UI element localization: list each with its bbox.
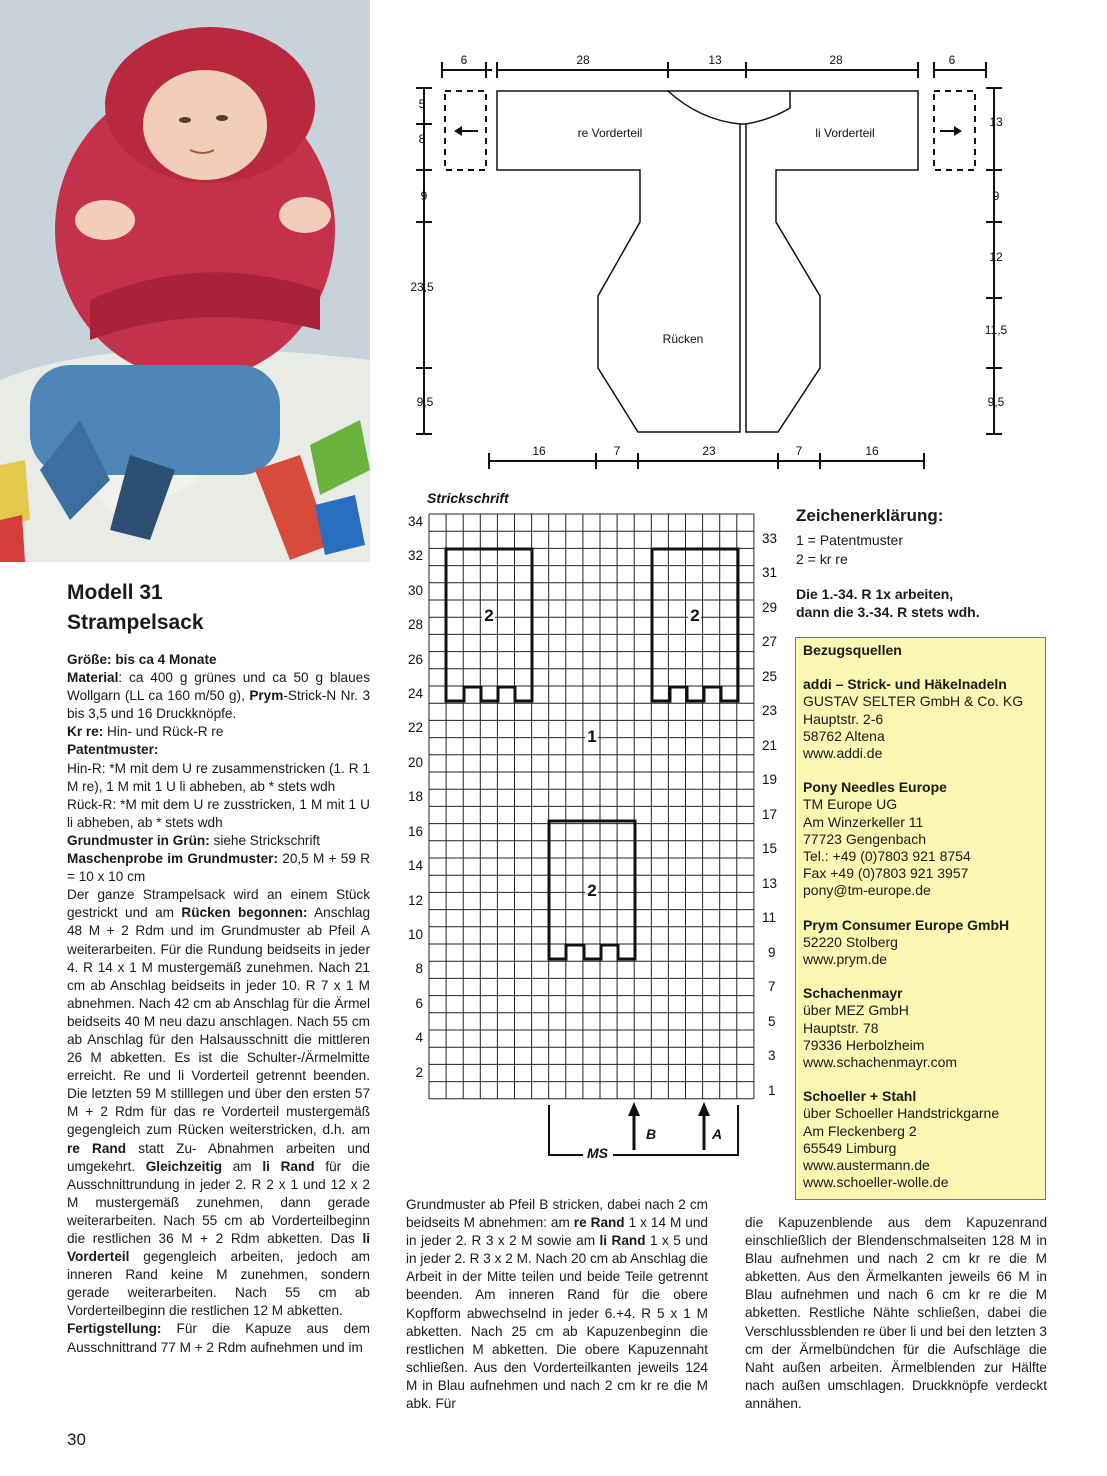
instructions-column-1 [67,651,370,1357]
svg-text:5: 5 [768,1014,776,1029]
legend-note: Die 1.-34. R 1x arbeiten, dann die 3.-34. R stets wdh. [796,586,980,620]
grund-label: Grundmuster in Grün: [67,832,210,848]
svg-text:23: 23 [762,703,778,718]
svg-text:7: 7 [768,979,776,994]
svg-text:13: 13 [762,876,778,891]
chart-symbol-2-a: 2 [484,606,494,625]
source-schoeller: Schoeller + Stahl über Schoeller Handstrickgarne Am Fleckenberg 2 65549 Limburg www.austermann.de www.schoeller-wolle.de [803,1088,1000,1191]
left-dim-5: 9,5 [416,395,434,409]
bottom-dim-3: 23 [702,444,716,458]
svg-text:16: 16 [407,824,423,839]
knitting-chart [400,485,790,1160]
svg-text:12: 12 [407,893,423,908]
instructions-column-2: Grundmuster ab Pfeil B stricken, dabei nach 2 cm beidseits M abnehmen: am re Rand 1 x 14 M und in jeder 2. R 3 x 2 M sowie am li Rand 1 x 5 und in jeder 2. R 3 x 2 M. Nach 20 cm ab Anschlag die Arbeit in der Mitte teilen und beide Teile getrennt beenden. Am inneren Rand für die obere Kopfform abwechselnd in jeder 6.+4. R 5 x 1 M abketten. Nach 25 cm ab Kapuzenbeginn die restlichen M abketten. Die obere Kapuzennaht schließen. Aus den Vorderteilkanten jeweils 124 M in Blau aufnehmen und nach 2 cm kr re die M abk. Für [406,1197,708,1412]
legend-list [796,531,903,569]
svg-text:24: 24 [407,686,423,701]
top-dim-5: 6 [948,53,956,67]
label-back: Rücken [662,332,704,346]
top-dim-2: 28 [576,53,590,67]
material-label: Material [67,670,119,686]
right-dim-5: 9,5 [987,395,1005,409]
label-right-front: re Vorderteil [577,126,643,140]
svg-text:17: 17 [762,807,778,822]
svg-text:22: 22 [407,720,423,735]
right-dim-4: 11,5 [984,323,1008,337]
row-numbers-right [762,531,777,1098]
svg-text:14: 14 [407,858,423,873]
left-dim-1: 5 [418,97,426,111]
sources-title: Bezugsquellen [803,642,902,658]
bottom-dim-4: 7 [795,444,803,458]
bottom-dim-5: 16 [865,444,879,458]
patent-label: Patentmuster: [67,742,159,758]
krre-label: Kr re: [67,724,104,740]
chart-grid [429,514,754,1099]
svg-text:20: 20 [407,755,423,770]
source-addi: addi – Strick- und Häkelnadeln GUSTAV SELTER GmbH & Co. KG Hauptstr. 2-6 58762 Altena www.addi.de [803,676,1024,762]
row-numbers-left [408,514,424,1080]
legend-item-1: 1 = Patentmuster [796,532,904,548]
material-text-2: -Strick-N Nr. 3 bis 3,5 und 16 Druckknöpfe. [67,688,371,722]
svg-text:34: 34 [407,514,423,529]
top-dim-1: 6 [460,53,468,67]
maschen-label: Maschenprobe im Grundmuster: [67,851,278,867]
svg-text:30: 30 [407,583,423,598]
right-dim-2: 9 [992,189,1000,203]
main-paragraph: Der ganze Strampelsack wird an einem Stück gestrickt und am Rücken begonnen: Anschlag 48 M + 2 Rdm und im Grundmuster ab Pfeil A weiterarbeiten. Für die Rundung beidseits in jeder 4. R 14 x 1 M mustergemäß zunehmen. Nach 21 cm ab Anschlag beidseits in jeder 10. R 7 x 1 M abnehmen. Nach 42 cm ab Anschlag für die Ärmel beidseits 40 M neu dazu anschlagen. Nach 55 cm ab Anschlag für den Halsausschnitt die mittleren 26 M abketten. Es ist die Schulter-/Ärmelmitte erreicht. Re und li Vorderteil getrennt beenden. Die letzten 59 M stilllegen und über den ersten 57 M + 2 Rdm für das re Vorderteil mustergemäß gegengleich zum Rücken weiterstricken, d.h. am re Rand statt Zu- Abnahmen arbeiten und umgekehrt. Gleichzeitig am li Rand für die Ausschnittrundung in jeder 2. R 2 x 1 und 12 x 2 M mustergemäß zunehmen, dann gerade weiterarbeiten. Nach 55 cm ab Vorderteilbeginn die restlichen 36 M + 2 Rdm abketten. Das li Vorderteil gegengleich arbeiten, jedoch am inneren Rand keine M zunehmen, sondern gerade weiterarbeiten. Nach 55 cm ab Vorderteilbeginn die restlichen 12 M abketten. [67,887,371,1319]
legend-item-2: 2 = kr re [796,551,848,567]
arrow-a-label: A [712,1126,723,1142]
fertigstellung-text: Für die Kapuze aus dem Ausschnittrand 77 M + 2 Rdm aufnehmen und im [67,1321,370,1355]
source-prym: Prym Consumer Europe GmbH 52220 Stolberg www.prym.de [803,916,1010,968]
svg-text:29: 29 [762,600,778,615]
svg-text:25: 25 [762,669,778,684]
source-schachenmayr: Schachenmayr über MEZ GmbH Hauptstr. 78 79336 Herbolzheim www.schachenmayr.com [803,985,958,1071]
model-name: Strampelsack [67,611,204,634]
garment-schematic [405,50,1010,475]
svg-text:3: 3 [768,1048,776,1063]
svg-text:15: 15 [762,841,778,856]
hin-r-text: Hin-R: *M mit dem U re zusammenstricken (1. R 1 M re), 1 M mit 1 U li abheben, ab * stets wdh [67,760,370,794]
svg-text:28: 28 [407,617,423,632]
model-number: Modell 31 [67,581,163,604]
product-photo [0,0,370,562]
page-number: 30 [67,1430,86,1449]
grund-text: siehe Strickschrift [213,832,321,848]
size-value: bis ca 4 Monate [115,652,217,667]
krre-text: Hin- und Rück-R re [107,724,224,740]
material-text-1: : ca 400 g grünes und ca 50 g blaues Wollgarn (LL ca 160 m/50 g), [67,670,370,704]
sources-box [795,637,1046,1200]
source-pony: Pony Needles Europe TM Europe UG Am Winzerkeller 11 77723 Gengenbach Tel.: +49 (0)7803 921 8754 Fax +49 (0)7803 921 3957 pony@tm-europe.de [803,779,971,899]
maschen-text: 20,5 M + 59 R = 10 x 10 cm [67,851,371,885]
right-dim-1: 13 [989,115,1003,129]
ms-label: MS [587,1145,608,1160]
svg-text:8: 8 [415,961,423,976]
svg-text:1: 1 [768,1083,776,1098]
svg-text:33: 33 [762,531,778,546]
svg-text:2: 2 [415,1065,423,1080]
baby-illustration [0,0,370,562]
svg-text:32: 32 [407,548,423,563]
material-brand: Prym [249,688,284,704]
svg-text:21: 21 [762,738,778,753]
chart-symbol-1: 1 [587,727,597,746]
svg-text:6: 6 [415,996,423,1011]
rueck-r-text: Rück-R: *M mit dem U re zusstricken, 1 M mit 1 U li abheben, ab * stets wdh [67,796,370,830]
legend-title: Zeichenerklärung: [796,506,944,525]
arrow-b-label: B [646,1126,657,1142]
svg-text:19: 19 [762,772,778,787]
svg-text:4: 4 [415,1030,423,1045]
chart-symbol-2-b: 2 [690,606,700,625]
svg-text:31: 31 [762,565,778,580]
top-dim-3: 13 [708,53,722,67]
chart-title: Strickschrift [427,490,509,506]
bottom-dim-1: 16 [532,444,546,458]
bottom-dim-2: 7 [613,444,621,458]
left-dim-3: 9 [420,189,428,203]
instructions-column-3: die Kapuzenblende aus dem Kapuzenrand einschließlich der Blendenschmalseiten 128 M in Blau aufnehmen und nach 2 cm kr re die M abketten. Aus den Ärmelkanten jeweils 66 M in Blau aufnehmen und nach 6 cm kr re die M abketten. Restliche Nähte schließen, dabei die Verschlussblenden re über li und bei den letzten 3 cm der Ärmelbündchen für die Aufschläge die Naht außen arbeiten. Ärmelblenden zur Hälfte nach außen umschlagen. Druckknöpfe verdeckt annähen. [745,1215,1047,1411]
right-dim-3: 12 [989,250,1003,264]
top-dim-4: 28 [829,53,843,67]
fertigstellung-label: Fertigstellung: [67,1321,162,1337]
svg-text:10: 10 [407,927,423,942]
svg-text:18: 18 [407,789,423,804]
svg-text:11: 11 [762,910,777,925]
svg-text:26: 26 [407,652,423,667]
left-dim-2: 8 [418,132,426,146]
svg-text:9: 9 [768,945,776,960]
model-title [67,578,204,638]
chart-symbol-2-c: 2 [587,881,597,900]
svg-text:27: 27 [762,634,778,649]
size-label: Größe: [67,652,112,667]
label-left-front: li Vorderteil [815,126,875,140]
left-dim-4: 23,5 [410,280,434,294]
